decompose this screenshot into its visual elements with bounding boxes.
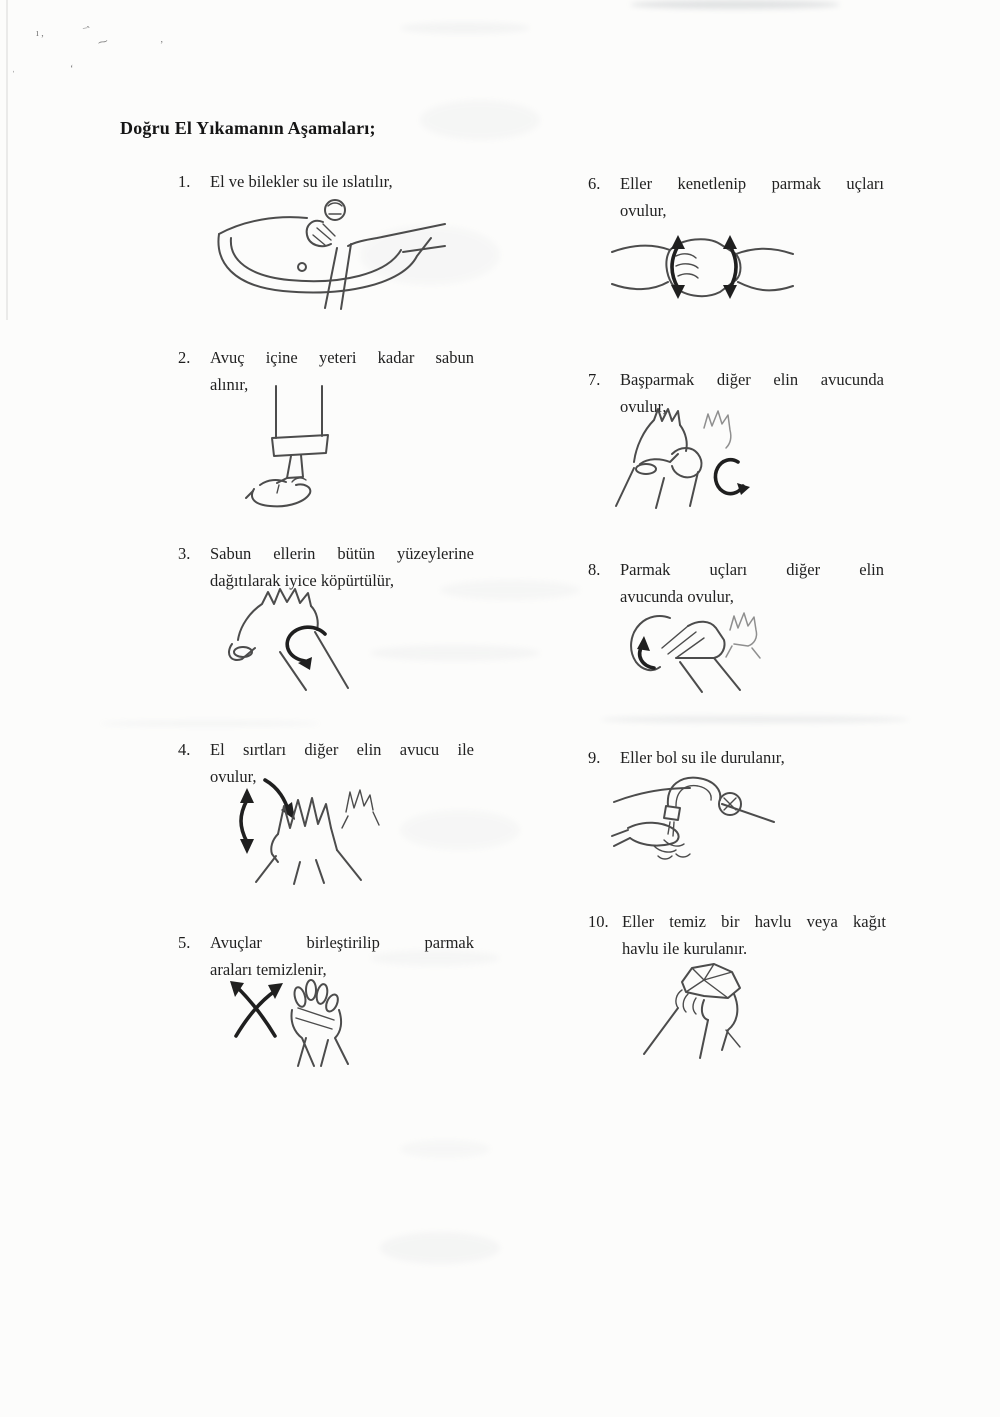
step-text-line: alınır, (210, 375, 249, 394)
step-text-line: ovulur, (210, 767, 257, 786)
rubbing-back-of-hands-illustration (220, 770, 405, 885)
lathering-circular-rub-illustration (210, 582, 405, 694)
step-text-line: Sabun ellerin bütün yüzeylerine (210, 544, 474, 563)
step-number: 7. (588, 370, 601, 389)
scan-mark: ⁓ (96, 35, 110, 50)
step-number: 3. (178, 544, 191, 563)
step-text-line: Eller bol su ile durulanır, (620, 748, 785, 767)
scan-mark: ˈ (12, 70, 16, 81)
step-text-line: ovulur, (620, 201, 667, 220)
step-number: 5. (178, 933, 191, 952)
step-number: 10. (588, 912, 609, 931)
soap-dispenser-into-palm-illustration (246, 386, 358, 512)
scan-smudge (400, 1140, 490, 1158)
step-text-line: ovulur, (620, 397, 667, 416)
interlaced-fingers-cleaning-illustration (220, 972, 365, 1068)
thumb-rotational-rub-illustration (612, 402, 757, 510)
step-text-line: Başparmak diğer elin avucunda (620, 370, 884, 389)
drying-with-towel-illustration (630, 960, 772, 1062)
step-text-line: Parmak uçları diğer elin (620, 560, 884, 579)
step-text-line: araları temizlenir, (210, 960, 327, 979)
wetting-hands-under-tap-illustration (205, 194, 450, 312)
scan-smudge (420, 100, 540, 140)
scan-smudge (380, 1232, 500, 1264)
step-item-10 (588, 908, 886, 962)
step-item-1 (178, 168, 474, 195)
step-text-line: Avuç içine yeteri kadar sabun (210, 348, 474, 367)
scan-mark: ‾ ̀ (82, 25, 92, 41)
step-number: 9. (588, 748, 601, 767)
step-text-line: dağıtılarak iyice köpürtülür, (210, 571, 394, 590)
scan-smudge (100, 721, 320, 726)
scan-mark: ʻ (70, 64, 74, 75)
scan-mark: ʼ (160, 40, 164, 51)
step-text-line: El ve bilekler su ile ıslatılır, (210, 172, 393, 191)
step-text-line: havlu ile kurulanır. (622, 939, 748, 958)
step-number: 4. (178, 740, 191, 759)
step-number: 8. (588, 560, 601, 579)
rinsing-under-running-water-illustration (610, 770, 778, 864)
scan-edge (6, 0, 8, 320)
step-text-line: Eller temiz bir havlu veya kağıt (622, 912, 886, 931)
step-text-line: avucunda ovulur, (620, 587, 734, 606)
step-text-line: Eller kenetlenip parmak uçları (620, 174, 884, 193)
step-number: 2. (178, 348, 191, 367)
fingertips-in-palm-rub-illustration (618, 596, 773, 694)
step-item-6 (588, 170, 884, 224)
step-number: 6. (588, 174, 601, 193)
interlocked-fingertips-rub-illustration (610, 222, 795, 314)
scan-smudge (630, 0, 840, 9)
scan-smudge (400, 810, 520, 850)
step-text-line: Avuçlar birleştirilip parmak (210, 933, 474, 952)
scan-mark: ı , (36, 28, 44, 39)
step-number: 1. (178, 172, 191, 191)
scan-smudge (400, 22, 530, 34)
step-text-line: El sırtları diğer elin avucu ile (210, 740, 474, 759)
scan-smudge (600, 716, 910, 723)
page-title: Doğru El Yıkamanın Aşamaları; (120, 118, 376, 138)
step-item-9 (588, 744, 884, 771)
